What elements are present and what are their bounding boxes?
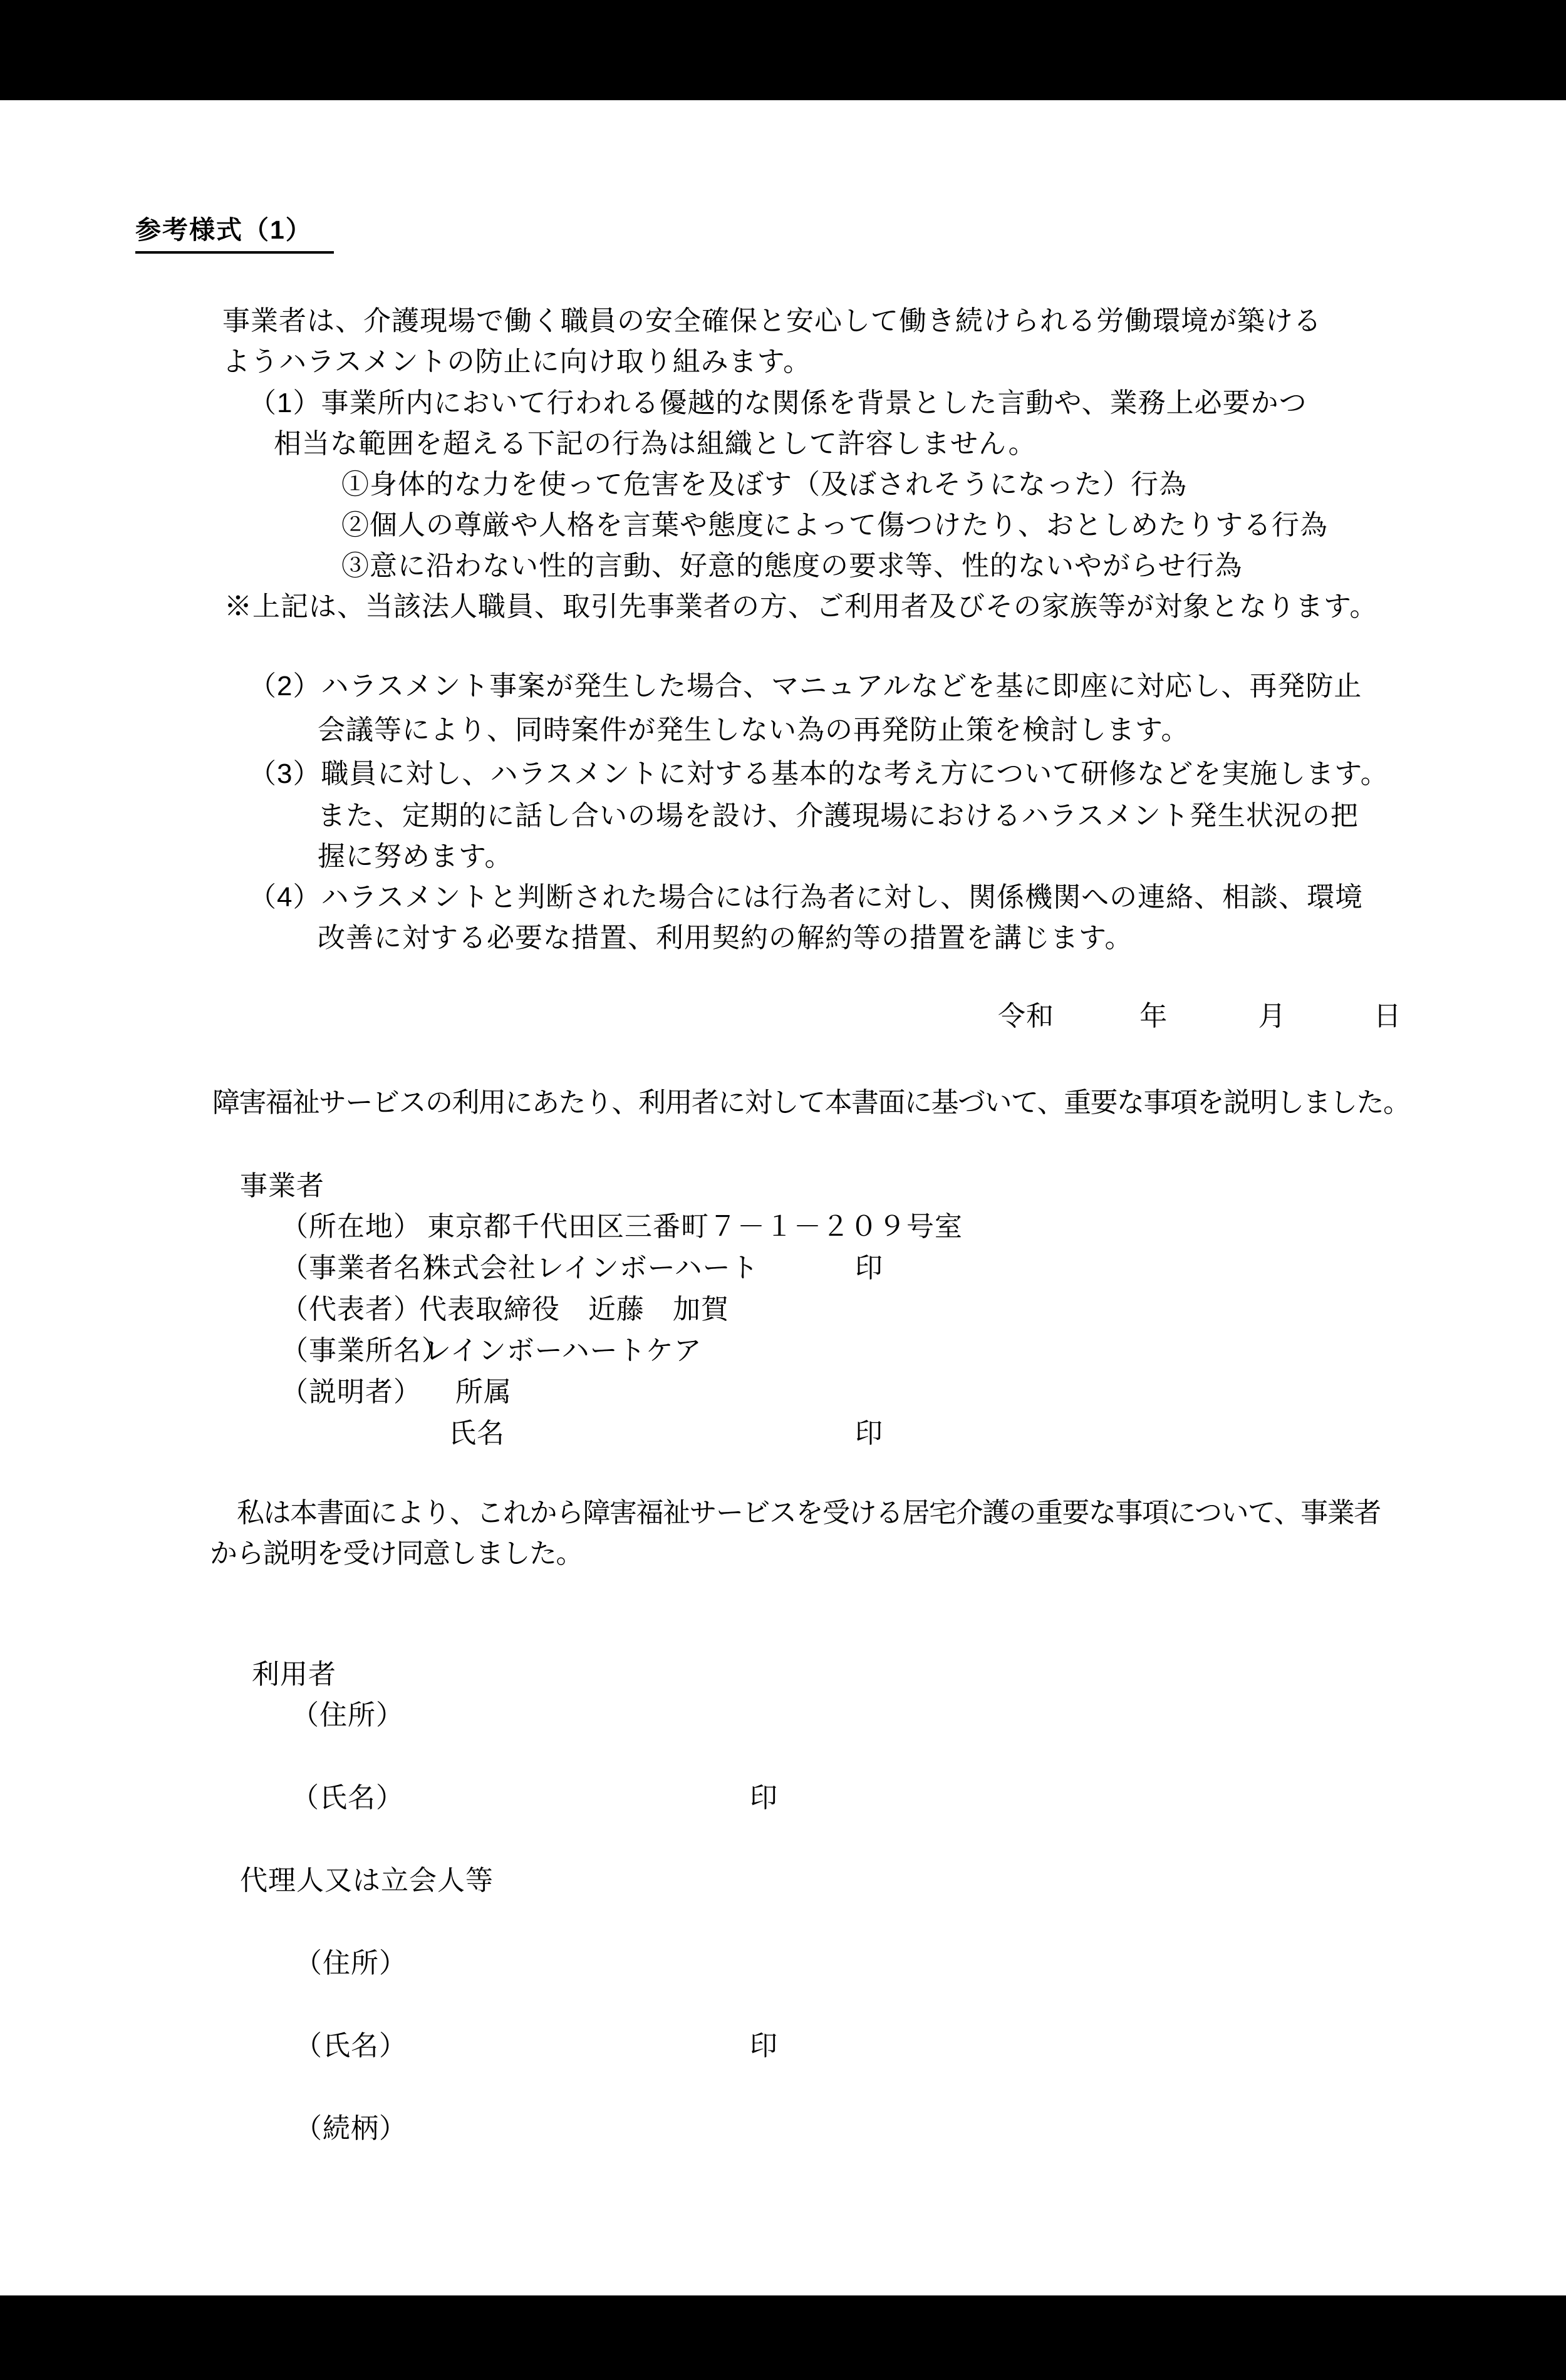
date-line (998, 1000, 1402, 1033)
user-name-label: （氏名） (291, 1782, 404, 1813)
top-black-bar (0, 0, 1566, 100)
provider-name-value: 株式会社レインボーハート (423, 1253, 759, 1283)
era-label: 令和 (998, 1001, 1054, 1032)
intro-line-1: 事業者は、介護現場で働く職員の安全確保と安心して働き続けられる労働環境が築ける (222, 306, 1322, 336)
provider-address-value: 東京都千代田区三番町７－１－２０９号室 (427, 1211, 963, 1242)
provider-address-label: （所在地） (281, 1211, 422, 1242)
agent-relation-label: （続柄） (294, 2113, 407, 2144)
policy-item-2-line-1: （2）ハラスメント事案が発生した場合、マニュアルなどを基に即座に対応し、再発防止 (249, 671, 1362, 701)
explanation-statement: 障害福祉サービスの利用にあたり、利用者に対して本書面に基づいて、重要な事項を説明しました。 (212, 1087, 1410, 1118)
consent-line-2: から説明を受け同意しました。 (210, 1538, 583, 1569)
scope-note: ※上記は、当該法人職員、取引先事業者の方、ご利用者及びその家族等が対象となります。 (224, 591, 1378, 622)
year-label: 年 (1139, 1001, 1168, 1032)
policy-item-1-bullet-3: ③意に沿わない性的言動、好意的態度の要求等、性的ないやがらせ行為 (341, 551, 1243, 581)
agent-name-label: （氏名） (294, 2031, 407, 2061)
provider-name-label: （事業者名） (281, 1253, 450, 1283)
agent-section-heading: 代理人又は立会人等 (240, 1865, 494, 1896)
office-name-label: （事業所名） (281, 1335, 450, 1366)
policy-item-3-line-3: 握に努めます。 (318, 841, 513, 872)
policy-item-4-line-2: 改善に対する必要な措置、利用契約の解約等の措置を講じます。 (318, 923, 1133, 953)
month-label: 月 (1258, 1001, 1287, 1032)
policy-item-2-line-2: 会議等により、同時案件が発生しない為の再発防止策を検討します。 (318, 715, 1190, 745)
explainer-affiliation-label: 所属 (455, 1377, 512, 1407)
representative-label: （代表者） (281, 1294, 422, 1325)
policy-item-3-line-2: また、定期的に話し合いの場を設け、介護現場におけるハラスメント発生状況の把 (318, 800, 1359, 831)
intro-line-2: ようハラスメントの防止に向け取り組みます。 (222, 346, 812, 377)
representative-value: 代表取締役 近藤 加賀 (419, 1294, 729, 1325)
policy-item-4-line-1: （4）ハラスメントと判断された場合には行為者に対し、関係機関への連絡、相談、環境 (249, 882, 1364, 913)
policy-item-1-bullet-1: ①身体的な力を使って危害を及ぼす（及ぼされそうになった）行為 (341, 469, 1187, 500)
explainer-label: （説明者） (281, 1377, 422, 1407)
agent-seal-placeholder: 印 (750, 2031, 778, 2061)
policy-item-3-line-1: （3）職員に対し、ハラスメントに対する基本的な考え方について研修などを実施します。 (249, 758, 1389, 789)
office-name-value: レインボーハートケア (423, 1335, 702, 1366)
user-seal-placeholder: 印 (750, 1782, 778, 1813)
form-title: 参考様式（1） (135, 214, 334, 254)
explainer-seal-placeholder: 印 (855, 1418, 883, 1449)
policy-item-1-bullet-2: ②個人の尊厳や人格を言葉や態度によって傷つけたり、おとしめたりする行為 (341, 510, 1328, 541)
provider-seal-placeholder: 印 (855, 1253, 883, 1283)
explainer-name-label: 氏名 (449, 1418, 505, 1449)
day-label: 日 (1373, 1001, 1402, 1032)
user-section-heading: 利用者 (252, 1659, 336, 1690)
policy-item-1-line-2: 相当な範囲を超える下記の行為は組織として許容しません。 (274, 428, 1037, 459)
consent-line-1: 私は本書面により、これから障害福祉サービスを受ける居宅介護の重要な事項について、事業者 (237, 1498, 1381, 1528)
user-address-label: （住所） (291, 1700, 404, 1731)
agent-address-label: （住所） (294, 1948, 407, 1979)
policy-item-1-line-1: （1）事業所内において行われる優越的な関係を背景とした言動や、業務上必要かつ (249, 388, 1307, 418)
provider-section-heading: 事業者 (240, 1171, 324, 1201)
bottom-black-bar (0, 2295, 1566, 2380)
